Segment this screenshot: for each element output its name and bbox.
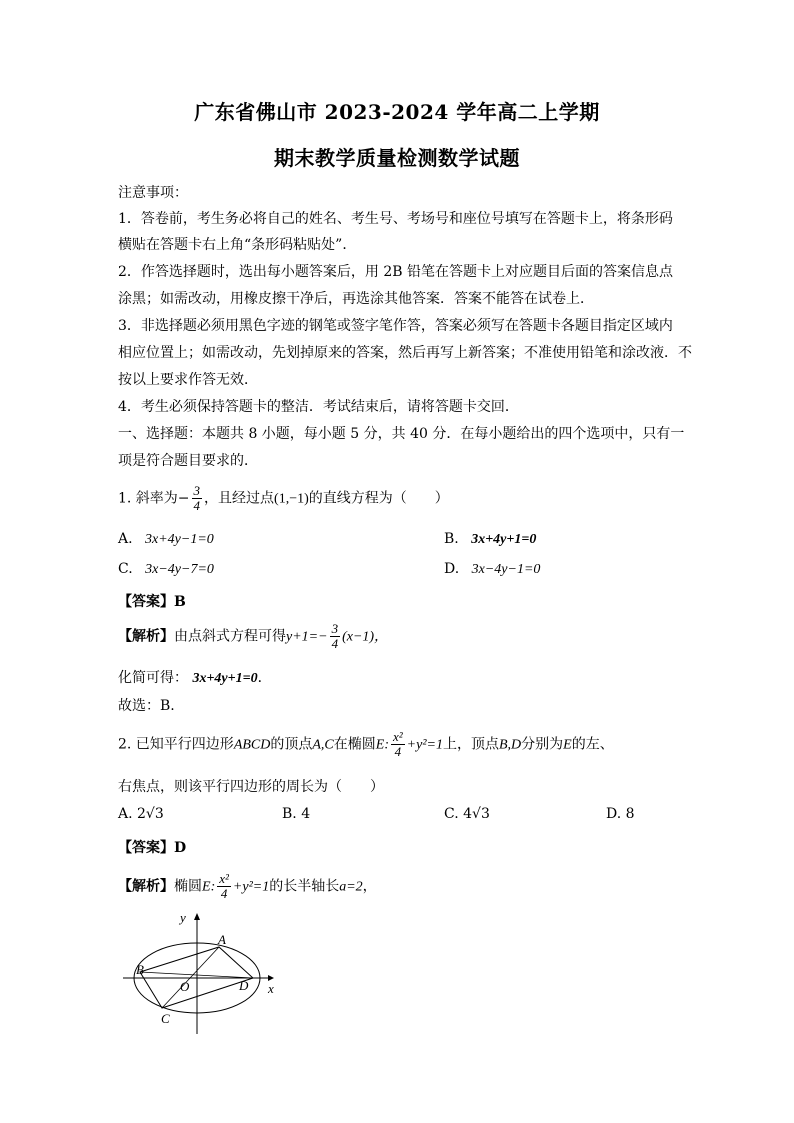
q1-simplify-post: ． <box>257 670 272 686</box>
q2-analysis-frac-num: x² <box>219 871 229 886</box>
y-axis-label: y <box>180 910 186 925</box>
q1-option-c <box>118 561 214 578</box>
q2-e: E <box>375 737 385 753</box>
q1-simplify <box>118 667 272 687</box>
q2-bd: B,D <box>498 737 522 753</box>
q1-post: 的直线方程为（ ） <box>308 490 449 507</box>
q1-option-d <box>444 561 540 578</box>
q2-option-b: B. 4 <box>282 806 311 822</box>
point-a-label: A <box>218 932 226 947</box>
q1-answer: 【答案】B <box>118 594 186 610</box>
q1-option-d-text: 3x−4y−1=0 <box>471 562 541 577</box>
q1-option-a-label: A. <box>118 531 133 547</box>
q1-option-c-text: 3x−4y−7=0 <box>145 562 214 577</box>
q2-ellipse-fraction <box>391 730 405 759</box>
x-axis-label: x <box>268 981 274 996</box>
q2-option-c: C. 4√3 <box>444 806 490 822</box>
q2-pre: 2. 已知平行四边形 <box>118 736 234 753</box>
origin-label: O <box>180 979 190 994</box>
q1-point: (1,−1) <box>274 491 309 507</box>
note-3c: 按以上要求作答无效． <box>118 372 258 388</box>
page-title: 广东省佛山市 2023-2024 学年高二上学期 <box>194 100 600 124</box>
note-4: 4．考生必须保持答题卡的整洁．考试结束后，请将答题卡交回． <box>118 399 519 415</box>
note-3a: 3．非选择题必须用黑色字迹的钢笔或签字笔作答，答案必须写在答题卡各题目指定区域内 <box>118 318 673 334</box>
q2-abcd: ABCD <box>233 737 271 753</box>
q1-analysis-frac-den: 4 <box>331 636 339 651</box>
q2-mid2: 在椭圆 <box>333 736 376 753</box>
q1-analysis-pre: 由点斜式方程可得 <box>174 628 286 645</box>
q2-analysis <box>118 872 377 901</box>
q1-mid: ，且经过点 <box>204 490 275 507</box>
q1-option-b-label: B. <box>444 531 459 547</box>
q2-analysis-e: E <box>202 879 211 895</box>
q2-mid1: 的顶点 <box>270 736 313 753</box>
note-1a: 1．答卷前，考生务必将自己的姓名、考生号、考场号和座位号填写在答题卡上，将条形码 <box>118 211 673 227</box>
q2-eq-post: +y²=1 <box>406 737 443 753</box>
q1-simplify-pre: 化简可得： <box>118 670 188 686</box>
q1-option-c-label: C. <box>118 561 133 577</box>
q1-option-b <box>444 531 536 548</box>
q1-analysis <box>118 622 388 651</box>
page-subtitle: 期末教学质量检测数学试题 <box>274 146 520 170</box>
q2-analysis-mid: 的长半轴长 <box>269 878 340 895</box>
q2-mid3: 上，顶点 <box>442 736 499 753</box>
q1-analysis-label: 【解析】 <box>118 628 174 645</box>
q1-analysis-eq-right: (x−1)， <box>342 629 389 645</box>
q2-colon: : <box>384 737 389 753</box>
q2-option-a: A. 2√3 <box>118 806 164 822</box>
note-2b: 涂黑；如需改动，用橡皮擦干净后，再选涂其他答案．答案不能答在试卷上． <box>118 291 594 307</box>
q1-option-d-label: D. <box>444 561 460 577</box>
q2-frac-num: x² <box>393 729 403 744</box>
q1-slope-fraction <box>192 484 203 513</box>
q2-stem-line2: 右焦点，则该平行四边形的周长为（ ） <box>118 779 384 795</box>
q1-simplify-eq: 3x+4y+1=0 <box>192 671 258 686</box>
note-3b: 相应位置上；如需改动，先划掉原来的答案，然后再写上新答案；不准使用铅笔和涂改液．不 <box>118 345 692 361</box>
notes-heading: 注意事项： <box>118 185 188 201</box>
q1-analysis-frac-num: 3 <box>331 621 339 636</box>
q1-pre: 1. 斜率为− <box>118 490 190 507</box>
point-d-label: D <box>239 978 249 993</box>
q2-analysis-label: 【解析】 <box>118 878 174 895</box>
q2-analysis-colon: : <box>210 879 216 895</box>
q2-stem <box>118 730 614 759</box>
q1-frac-num: 3 <box>193 483 201 498</box>
note-2a: 2．作答选择题时，选出每小题答案后，用 2B 铅笔在答题卡上对应题目后面的答案信息点 <box>118 264 674 280</box>
y-axis-arrow <box>194 913 200 920</box>
point-c-label: C <box>161 1011 170 1026</box>
q1-analysis-eq-left: y+1=− <box>286 629 328 645</box>
q2-answer: 【答案】D <box>118 840 187 856</box>
q2-analysis-pre: 椭圆 <box>174 878 202 895</box>
q2-mid4: 分别为 <box>521 736 564 753</box>
q1-option-a <box>118 531 214 548</box>
q1-analysis-fraction <box>330 622 341 651</box>
q1-option-b-text: 3x+4y+1=0 <box>471 532 537 547</box>
q1-choose: 故选：B. <box>118 698 175 714</box>
q2-analysis-a: a=2 <box>339 879 363 895</box>
q1-option-a-text: 3x+4y−1=0 <box>145 532 214 547</box>
section-1b: 项是符合题目要求的． <box>118 453 258 469</box>
q2-option-d: D. 8 <box>606 806 635 822</box>
q1-frac-den: 4 <box>193 498 201 513</box>
q2-frac-den: 4 <box>394 744 402 759</box>
q1-stem <box>118 484 449 513</box>
ellipse-figure <box>118 910 298 1040</box>
q2-e2: E <box>563 737 572 753</box>
point-b-label: B <box>136 962 144 977</box>
q2-analysis-frac-den: 4 <box>220 886 228 901</box>
q2-analysis-fraction <box>217 872 231 901</box>
q2-analysis-eq-post: +y²=1 <box>232 879 270 895</box>
q2-end1: 的左、 <box>571 736 614 753</box>
q2-ac: A,C <box>312 737 334 753</box>
note-1b: 横贴在答题卡右上角“条形码粘贴处”． <box>118 237 357 253</box>
q2-analysis-end: ， <box>362 878 377 895</box>
section-1a: 一、选择题：本题共 8 小题，每小题 5 分，共 40 分．在每小题给出的四个选项中，只有一 <box>118 426 685 442</box>
